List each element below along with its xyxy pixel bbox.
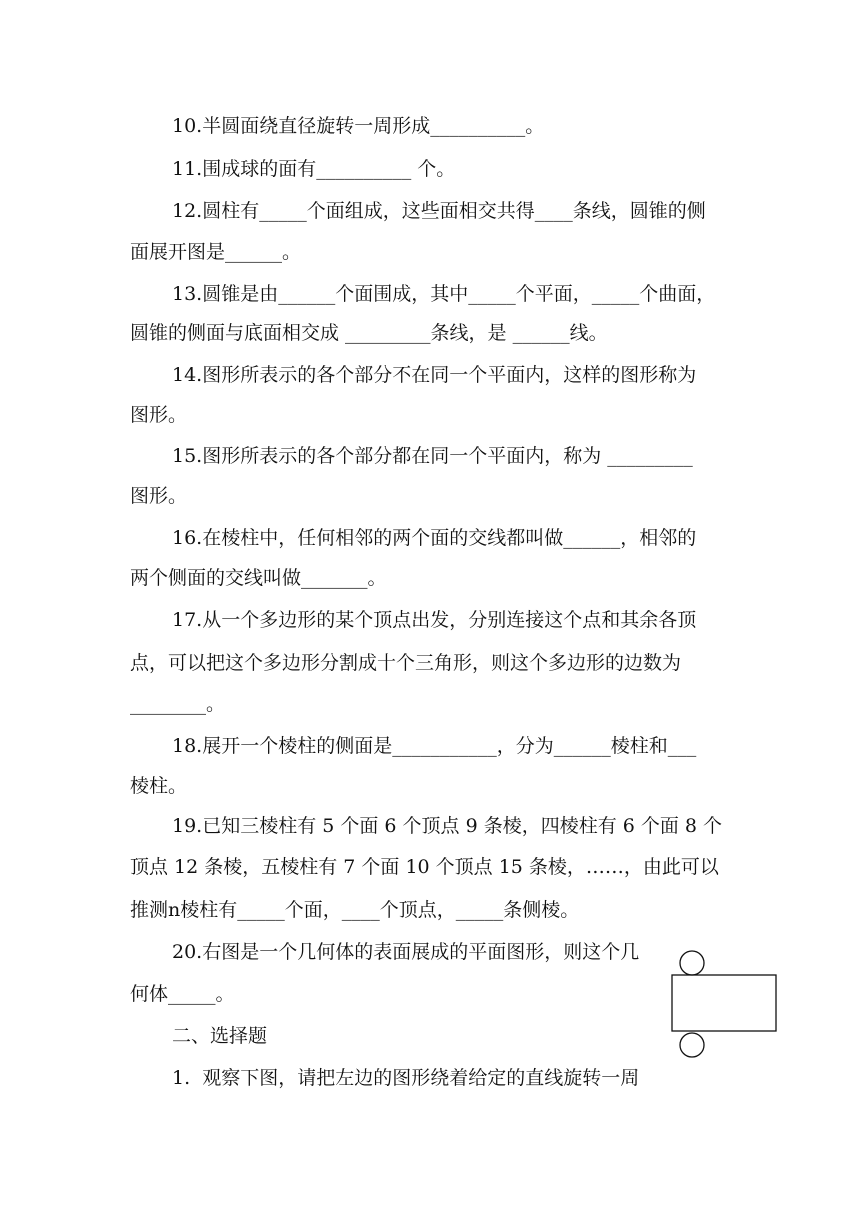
question-14-line-1: 14.图形所表示的各个部分不在同一个平面内，这样的图形称为 (172, 364, 697, 386)
question-15-line-1: 15.图形所表示的各个部分都在同一个平面内，称为 _________ (172, 445, 693, 467)
question-10: 10.半圆面绕直径旋转一周形成__________。 (172, 115, 545, 137)
question-20-line-1: 20.右图是一个几何体的表面展成的平面图形，则这个几 (172, 941, 640, 963)
bottom-circle (680, 1033, 704, 1057)
question-17-line-2: 点，可以把这个多边形分割成十个三角形，则这个多边形的边数为 (130, 652, 682, 674)
question-12-line-1: 12.圆柱有_____个面组成，这些面相交共得____条线，圆锥的侧 (172, 200, 706, 222)
question-20-line-2: 何体_____。 (130, 983, 235, 1005)
top-circle (680, 951, 704, 975)
question-17-line-3: ________。 (130, 693, 226, 715)
question-16-line-2: 两个侧面的交线叫做_______。 (130, 567, 387, 589)
lateral-rectangle (672, 975, 776, 1031)
choice-question-1: 1. 观察下图，请把左边的图形绕着给定的直线旋转一周 (172, 1067, 640, 1089)
question-16-line-1: 16.在棱柱中，任何相邻的两个面的交线都叫做______，相邻的 (172, 527, 697, 549)
question-15-line-2: 图形。 (130, 485, 188, 507)
question-19-line-3: 推测n棱柱有_____个面，____个顶点，_____条侧棱。 (130, 899, 580, 921)
question-13-line-1: 13.圆锥是由______个面围成，其中_____个平面，_____个曲面， (172, 283, 716, 305)
question-13-line-2: 圆锥的侧面与底面相交成 _________条线，是 ______线。 (130, 322, 608, 344)
question-19-line-2: 顶点 12 条棱，五棱柱有 7 个面 10 个顶点 15 条棱，……，由此可以 (130, 856, 719, 878)
question-17-line-1: 17.从一个多边形的某个顶点出发，分别连接这个点和其余各顶 (172, 609, 697, 631)
question-14-line-2: 图形。 (130, 404, 188, 426)
cylinder-net-figure (668, 946, 780, 1062)
section-heading-choice: 二、选择题 (172, 1025, 268, 1047)
question-18-line-1: 18.展开一个棱柱的侧面是___________，分为______棱柱和___ (172, 735, 697, 757)
question-18-line-2: 棱柱。 (130, 775, 188, 797)
question-19-line-1: 19.已知三棱柱有 5 个面 6 个顶点 9 条棱，四棱柱有 6 个面 8 个 (172, 815, 723, 837)
question-12-line-2: 面展开图是______。 (130, 241, 302, 263)
question-11: 11.围成球的面有__________ 个。 (172, 158, 456, 180)
